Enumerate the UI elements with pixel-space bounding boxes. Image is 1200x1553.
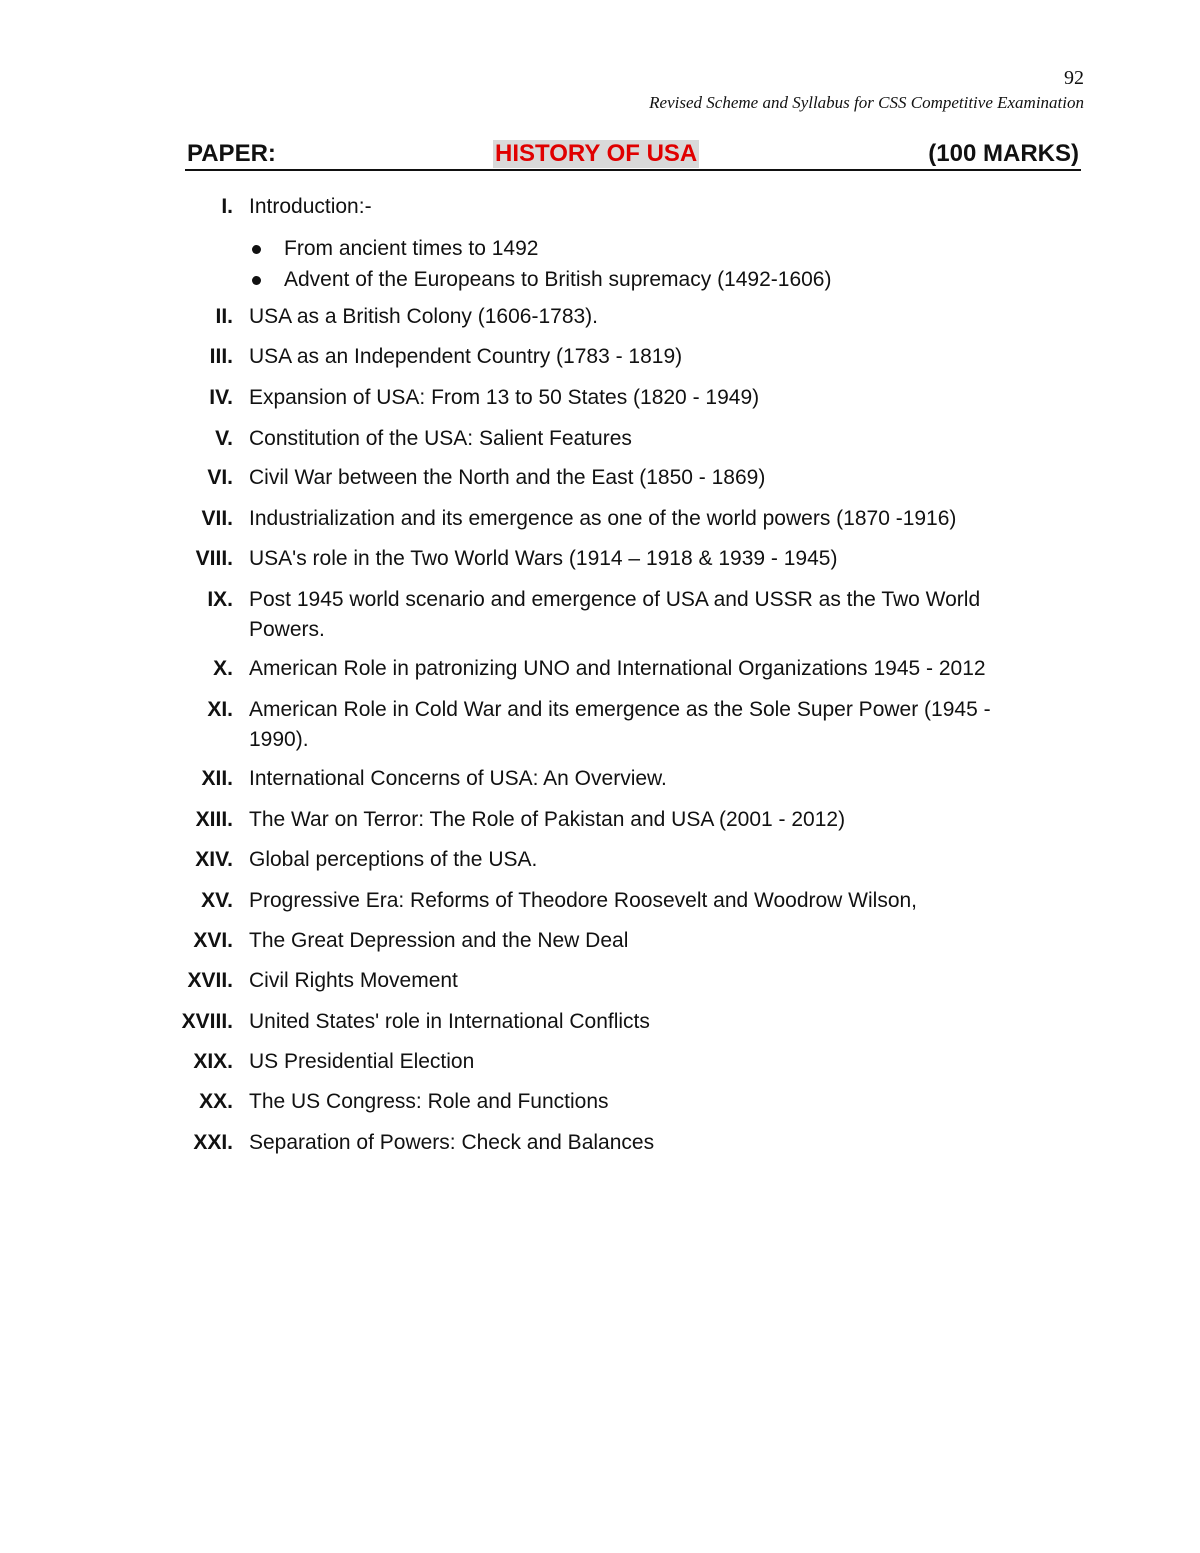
paper-label: PAPER:	[187, 140, 276, 167]
topic-text: USA as an Independent Country (1783 - 1819)	[249, 345, 683, 368]
topic-numeral: XVI.	[193, 929, 233, 952]
topic-numeral: XX.	[199, 1090, 233, 1113]
topic-numeral: IV.	[209, 386, 233, 409]
topic-text: Industrialization and its emergence as one of the world powers (1870 -1916)	[249, 507, 957, 530]
subtopic-text: From ancient times to 1492	[284, 237, 539, 260]
topic-text: Introduction:-	[249, 195, 372, 218]
bullet-icon	[252, 245, 261, 254]
topic-numeral: I.	[221, 195, 233, 218]
topic-text: Global perceptions of the USA.	[249, 848, 538, 871]
topic-numeral: XVII.	[187, 969, 233, 992]
topic-numeral: XVIII.	[181, 1010, 233, 1033]
topic-numeral: XIII.	[195, 808, 233, 831]
topic-numeral: VIII.	[195, 547, 233, 570]
topic-numeral: VII.	[201, 507, 233, 530]
topic-text: Constitution of the USA: Salient Features	[249, 427, 632, 450]
topic-numeral: X.	[213, 657, 233, 680]
topic-text: The Great Depression and the New Deal	[249, 929, 629, 952]
topic-numeral: II.	[215, 305, 233, 328]
running-header: Revised Scheme and Syllabus for CSS Competitive Examination	[649, 93, 1084, 112]
topic-numeral: XXI.	[193, 1131, 233, 1154]
topic-text: Post 1945 world scenario and emergence of USA and USSR as the Two World Powers.	[249, 588, 981, 641]
topic-text: American Role in patronizing UNO and International Organizations 1945 - 2012	[249, 657, 986, 680]
topic-numeral: V.	[215, 427, 233, 450]
topic-numeral: XI.	[207, 698, 233, 721]
topic-text: Civil Rights Movement	[249, 969, 458, 992]
topic-text: Separation of Powers: Check and Balances	[249, 1131, 655, 1154]
topic-text: American Role in Cold War and its emergence as the Sole Super Power (1945 - 1990).	[249, 698, 991, 751]
bullet-icon	[252, 276, 261, 285]
paper-marks: (100 MARKS)	[928, 140, 1079, 167]
topic-text: Progressive Era: Reforms of Theodore Roosevelt and Woodrow Wilson,	[249, 889, 918, 912]
topic-numeral: VI.	[207, 466, 233, 489]
topic-numeral: XIX.	[193, 1050, 233, 1073]
topic-numeral: XV.	[201, 889, 233, 912]
topic-numeral: III.	[209, 345, 233, 368]
topic-text: US Presidential Election	[249, 1050, 475, 1073]
paper-heading	[185, 139, 1081, 171]
paper-subject: HISTORY OF USA	[495, 140, 698, 167]
topic-text: USA as a British Colony (1606-1783).	[249, 305, 599, 328]
topic-numeral: XIV.	[195, 848, 233, 871]
topic-text: United States' role in International Conflicts	[249, 1010, 650, 1033]
subtopic-text: Advent of the Europeans to British supremacy (1492-1606)	[284, 268, 832, 291]
topic-text: The War on Terror: The Role of Pakistan and USA (2001 - 2012)	[249, 808, 846, 831]
topic-numeral: XII.	[201, 767, 233, 790]
topic-numeral: IX.	[207, 588, 233, 611]
page-number: 92	[1064, 67, 1084, 89]
topic-text: The US Congress: Role and Functions	[249, 1090, 609, 1113]
topic-text: USA's role in the Two World Wars (1914 – 1918 & 1939 - 1945)	[249, 547, 838, 570]
topic-text: Expansion of USA: From 13 to 50 States (1820 - 1949)	[249, 386, 760, 409]
topic-text: Civil War between the North and the East (1850 - 1869)	[249, 466, 766, 489]
topic-text: International Concerns of USA: An Overview.	[249, 767, 667, 790]
